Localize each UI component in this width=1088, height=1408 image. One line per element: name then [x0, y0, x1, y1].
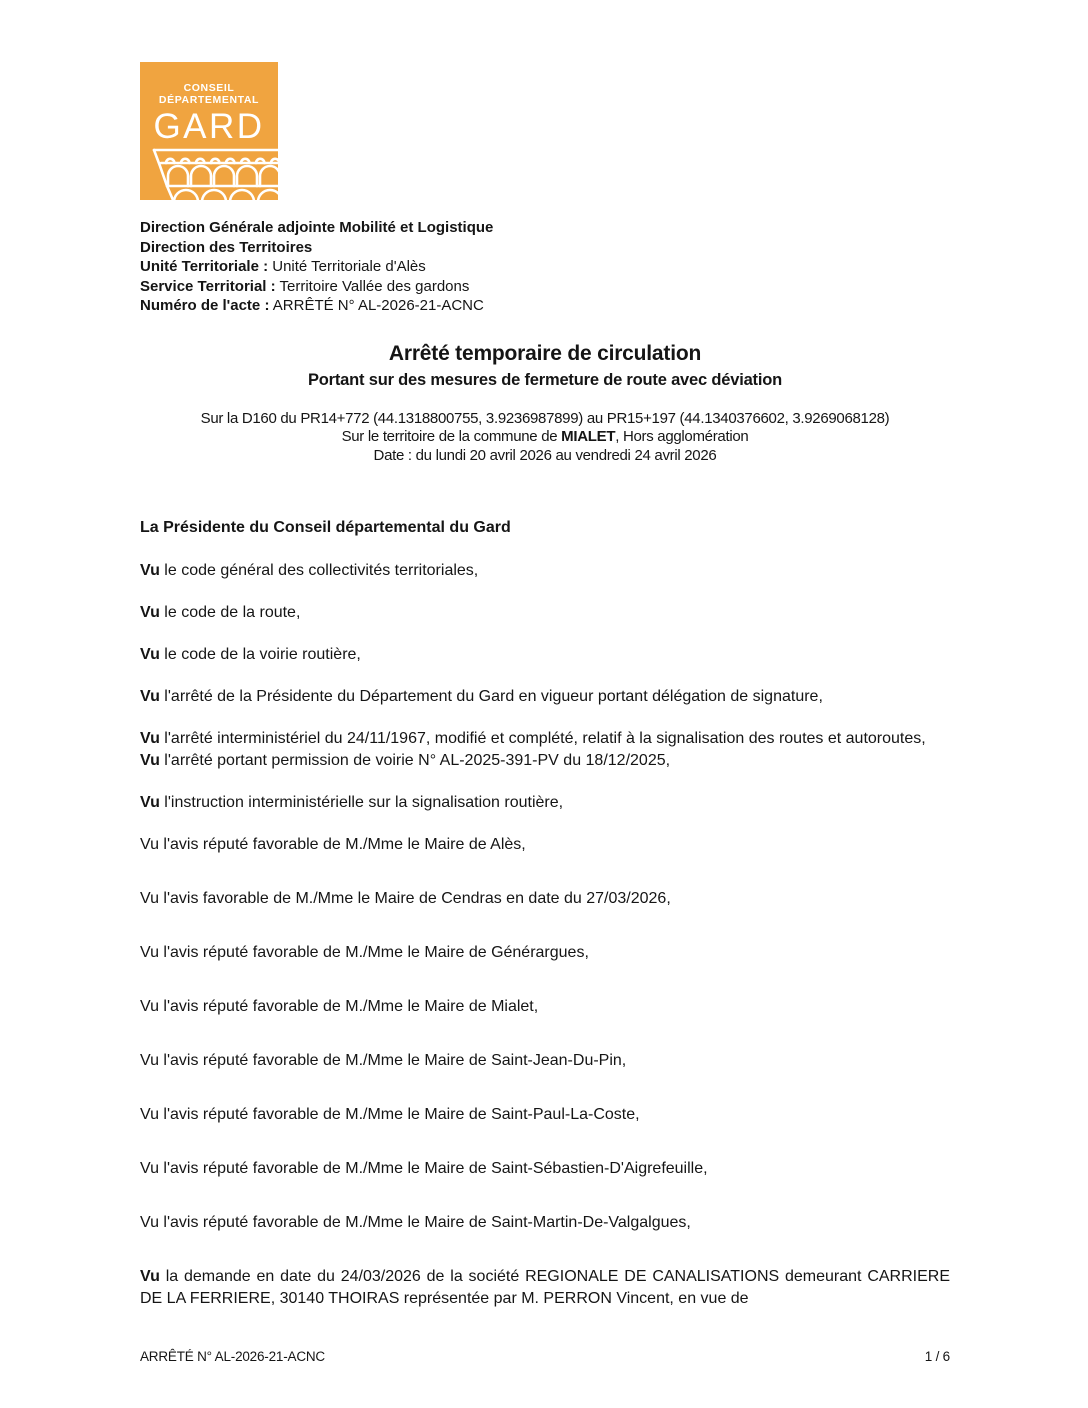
logo-line-departemental: DÉPARTEMENTAL [158, 94, 260, 106]
vu-paragraph [140, 686, 950, 708]
gard-logo [140, 62, 278, 200]
title-block [140, 341, 950, 390]
authority-heading: La Présidente du Conseil départemental du Gard [140, 519, 511, 536]
commune-name: MIALET [561, 428, 616, 445]
page-subtitle: Portant sur des mesures de fermeture de route avec déviation [307, 370, 782, 389]
paragraph-text: le code général des collectivités territoriales, [159, 562, 479, 579]
vu-paragraph [140, 792, 950, 814]
vu-lead: Vu [140, 604, 160, 621]
paragraph-text: Vu l'avis réputé favorable de M./Mme le Maire de Saint-Jean-Du-Pin, [140, 1052, 627, 1069]
logo-institution-label [140, 62, 278, 106]
avis-paragraph [140, 834, 950, 856]
paragraph-text: le code de la voirie routière, [159, 646, 361, 663]
avis-paragraph [140, 888, 950, 910]
paragraph-text: Vu l'avis réputé favorable de M./Mme le Maire de Mialet, [140, 998, 539, 1015]
header-direction-generale: Direction Générale adjointe Mobilité et Logistique [140, 219, 494, 236]
logo-gard-wordmark: GARD [153, 107, 265, 146]
header-direction-territoires: Direction des Territoires [140, 238, 313, 256]
paragraph-text: l'arrêté de la Présidente du Département du Gard en vigueur portant délégation de signature, [159, 688, 823, 705]
vu-paragraph [140, 560, 950, 582]
page-title: Arrêté temporaire de circulation [388, 341, 702, 365]
vu-lead: Vu [140, 688, 160, 705]
header-unite-territoriale: Unité Territoriale : Unité Territoriale d'Alès [140, 258, 426, 275]
aqueduct-icon [140, 148, 278, 200]
header-numero-acte: Numéro de l'acte : ARRÊTÉ N° AL-2026-21-ACNC [140, 297, 484, 314]
page-number: 1 / 6 [924, 1349, 950, 1364]
paragraph-text: la demande en date du 24/03/2026 de la société REGIONALE DE CANALISATIONS demeurant CARRIERE DE LA FERRIERE, 30140 THOIRAS représentée par M. PERRON Vincent, en vue de [140, 1268, 950, 1307]
page-footer [140, 1349, 950, 1364]
header-service-territorial: Service Territorial : Territoire Vallée des gardons [140, 277, 470, 295]
vu-paragraph [140, 644, 950, 666]
paragraph-text: l'arrêté portant permission de voirie N° AL-2025-391-PV du 18/12/2025, [159, 752, 671, 769]
road-section-line: Sur la D160 du PR14+772 (44.1318800755, 3.9236987899) au PR15+197 (44.1340376602, 3.9269068128) [200, 409, 890, 427]
paragraph-text: Vu l'avis réputé favorable de M./Mme le Maire de Saint-Martin-De-Valgalgues, [140, 1214, 691, 1231]
vu-paragraph [140, 602, 950, 624]
vu-lead: Vu [140, 730, 160, 747]
paragraph-text: Vu l'avis réputé favorable de M./Mme le Maire de Saint-Sébastien-D'Aigrefeuille, [140, 1160, 708, 1177]
logo-line-conseil: CONSEIL [183, 82, 235, 94]
vu-lead: Vu [140, 562, 160, 579]
title-details [140, 410, 950, 466]
avis-paragraph [140, 1158, 950, 1180]
paragraph-text: Vu l'avis réputé favorable de M./Mme le Maire de Générargues, [140, 944, 589, 961]
demande-paragraph [140, 1266, 950, 1310]
paragraph-text: Vu l'avis réputé favorable de M./Mme le Maire de Alès, [140, 836, 526, 853]
document-content [140, 62, 950, 1310]
avis-paragraph [140, 942, 950, 964]
paragraph-text: l'arrêté interministériel du 24/11/1967, modifié et complété, relatif à la signalisation des routes et autoroutes, [159, 730, 926, 747]
vu-lead: Vu [140, 752, 160, 769]
administrative-header [140, 218, 950, 316]
avis-paragraph [140, 1212, 950, 1234]
paragraph-text: Vu l'avis réputé favorable de M./Mme le Maire de Saint-Paul-La-Coste, [140, 1106, 640, 1123]
date-line: Date : du lundi 20 avril 2026 au vendredi 24 avril 2026 [373, 446, 717, 464]
vu-lead: Vu [140, 646, 160, 663]
avis-paragraph [140, 996, 950, 1018]
vu-lead: Vu [140, 1268, 160, 1285]
paragraph-text: Vu l'avis favorable de M./Mme le Maire de Cendras en date du 27/03/2026, [140, 890, 671, 907]
vu-lead: Vu [140, 794, 160, 811]
paragraph-text: l'instruction interministérielle sur la signalisation routière, [159, 794, 564, 811]
vu-paragraph [140, 750, 950, 772]
footer-act-number: ARRÊTÉ N° AL-2026-21-ACNC [140, 1349, 325, 1364]
document-body [140, 517, 950, 1310]
paragraph-text: le code de la route, [159, 604, 301, 621]
territory-line: Sur le territoire de la commune de MIALET, Hors agglomération [341, 428, 749, 445]
avis-paragraph [140, 1104, 950, 1126]
vu-paragraph [140, 728, 950, 750]
avis-paragraph [140, 1050, 950, 1072]
